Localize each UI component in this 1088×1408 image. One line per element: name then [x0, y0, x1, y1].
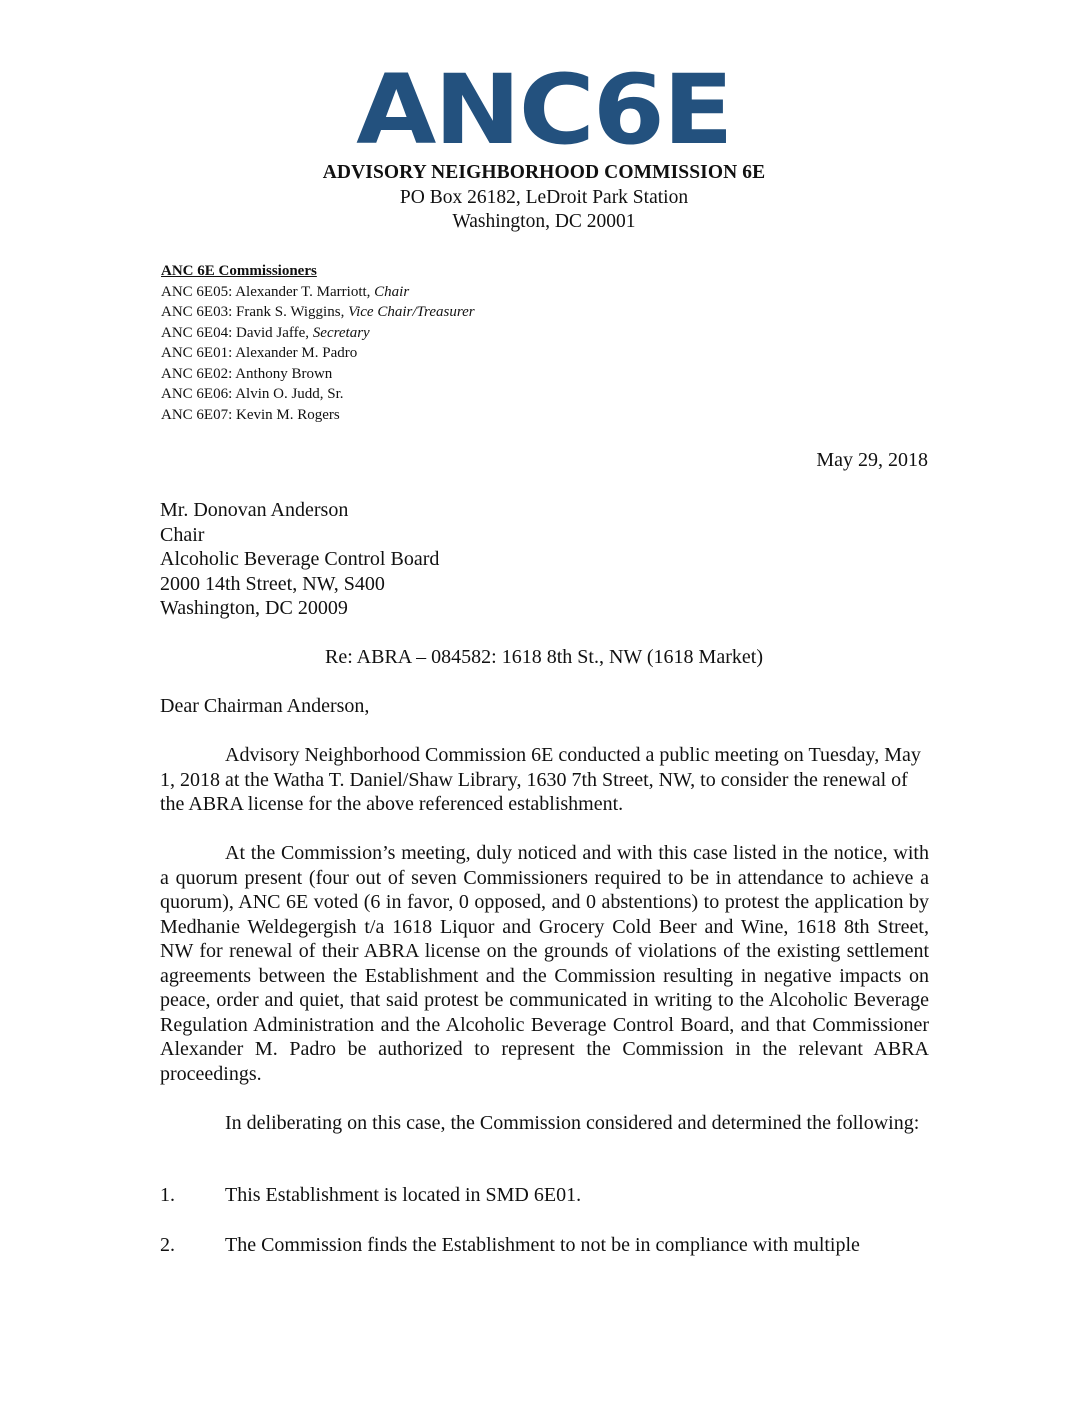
finding-number: 2.: [160, 1234, 175, 1256]
anc6e-logo: [0, 54, 1088, 166]
recipient-line: Alcoholic Beverage Control Board: [160, 548, 440, 570]
commissioner-item: ANC 6E01: Alexander M. Padro: [161, 345, 358, 361]
finding-text: The Commission finds the Establishment to not be in compliance with multiple: [225, 1234, 860, 1256]
commissioner-item: ANC 6E03: Frank S. Wiggins, Vice Chair/Treasurer: [161, 304, 475, 320]
finding-number: 1.: [160, 1184, 175, 1206]
commissioner-item: ANC 6E06: Alvin O. Judd, Sr.: [161, 386, 344, 402]
commissioners-heading: ANC 6E Commissioners: [161, 263, 317, 279]
commissioner-item: ANC 6E02: Anthony Brown: [161, 365, 333, 382]
finding-text: This Establishment is located in SMD 6E01.: [225, 1184, 582, 1206]
subject-line: Re: ABRA – 084582: 1618 8th St., NW (1618 Market): [325, 646, 763, 668]
recipient-line: 2000 14th Street, NW, S400: [160, 572, 385, 595]
org-address-line1: PO Box 26182, LeDroit Park Station: [399, 187, 689, 208]
org-address-line2: Washington, DC 20001: [452, 211, 636, 232]
commissioners-list: [161, 261, 475, 425]
recipient-line: Washington, DC 20009: [160, 597, 348, 619]
recipient-address: [160, 498, 439, 621]
recipient-line: Chair: [160, 523, 205, 546]
finding-item: [160, 1234, 860, 1257]
finding-item: [160, 1184, 581, 1207]
commissioner-item: ANC 6E07: Kevin M. Rogers: [161, 406, 340, 423]
salutation: Dear Chairman Anderson,: [160, 695, 370, 717]
logo-text: ANC6E: [356, 54, 732, 166]
letter-date: May 29, 2018: [816, 449, 928, 471]
org-name: ADVISORY NEIGHBORHOOD COMMISSION 6E: [322, 162, 766, 183]
body-paragraph: Advisory Neighborhood Commission 6E conducted a public meeting on Tuesday, May 1, 2018 at the Watha T. Daniel/Shaw Library, 1630 7th Street, NW, to consider the renewal of the ABRA license for the above referenced establishment.: [160, 744, 921, 815]
recipient-line: Mr. Donovan Anderson: [160, 499, 349, 521]
commissioner-item: ANC 6E04: David Jaffe, Secretary: [161, 324, 370, 341]
commissioner-item: ANC 6E05: Alexander T. Marriott, Chair: [161, 283, 410, 300]
body-paragraph: In deliberating on this case, the Commission considered and determined the following:: [225, 1112, 920, 1134]
body-paragraph: At the Commission’s meeting, duly noticed and with this case listed in the notice, with a quorum present (four out of seven Commissioners required to be in attendance to achieve a quorum), ANC 6E voted (6 in favor, 0 opposed, and 0 abstentions) to protest the application by Medhanie Weldegergish t/a 1618 Liquor and Grocery Cold Beer and Wine, 1618 8th Street, NW for renewal of their ABRA license on the grounds of violations of the existing settlement agreements between the Establishment and the Commission resulting in negative impacts on peace, order and quiet, that said protest be communicated in writing to the Alcoholic Beverage Regulation Administration and the Alcoholic Beverage Control Board, and that Commissioner Alexander M. Padro be authorized to represent the Commission in the relevant ABRA proceedings.: [160, 842, 929, 1085]
